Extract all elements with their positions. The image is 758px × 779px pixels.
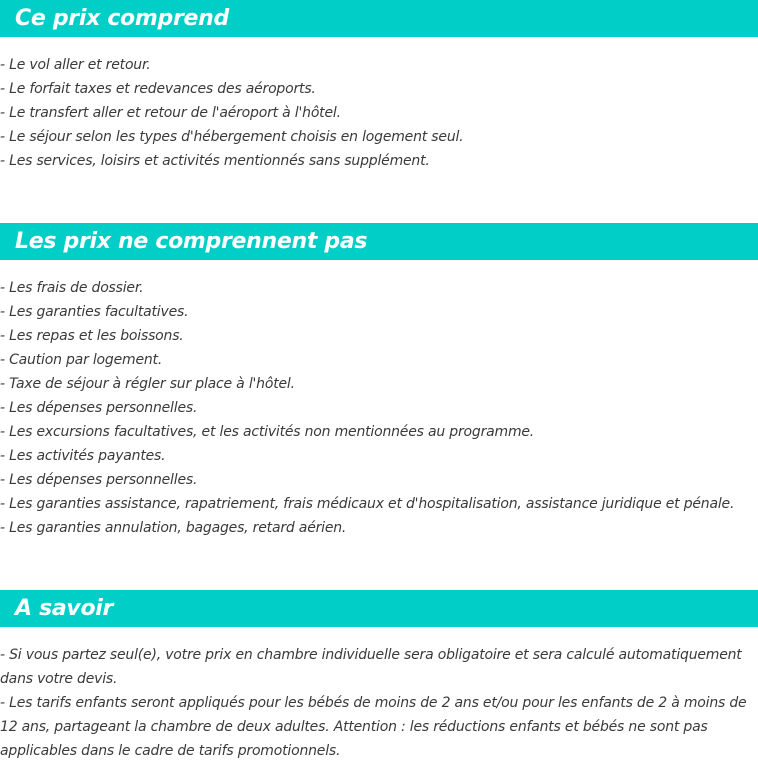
section-header	[0, 223, 758, 260]
list-item: - Les garanties annulation, bagages, retard aérien.	[0, 520, 347, 536]
list-item: - Les dépenses personnelles.	[0, 472, 198, 488]
section-good-to-know	[0, 590, 758, 763]
list-item: - Le séjour selon les types d'hébergement choisis en logement seul.	[0, 129, 464, 145]
list-item: - Les frais de dossier.	[0, 280, 144, 296]
section-header	[0, 0, 758, 37]
info-body	[0, 643, 758, 763]
excludes-list	[0, 276, 758, 540]
list-item: - Le forfait taxes et redevances des aéroports.	[0, 81, 316, 97]
list-item: - Caution par logement.	[0, 352, 163, 368]
info-paragraph: - Les tarifs enfants seront appliqués pour les bébés de moins de 2 ans et/ou pour les enfants de 2 à moins de 12 ans, partageant la chambre de deux adultes. Attention : les réductions enfants et bébés ne sont pas applicables dans le cadre de tarifs promotionnels.	[0, 695, 747, 759]
list-item: - Les excursions facultatives, et les activités non mentionnées au programme.	[0, 424, 535, 440]
list-item: - Les repas et les boissons.	[0, 328, 184, 344]
section-header	[0, 590, 758, 627]
list-item: - Les activités payantes.	[0, 448, 166, 464]
section-title: A savoir	[15, 596, 114, 621]
section-price-excludes	[0, 223, 758, 540]
list-item: - Les garanties assistance, rapatriement, frais médicaux et d'hospitalisation, assistance juridique et pénale.	[0, 496, 735, 512]
list-item: - Les services, loisirs et activités mentionnés sans supplément.	[0, 153, 430, 169]
includes-list	[0, 53, 758, 173]
info-paragraph: - Si vous partez seul(e), votre prix en chambre individuelle sera obligatoire et sera calculé automatiquement dans votre devis.	[0, 647, 742, 687]
list-item: - Les garanties facultatives.	[0, 304, 189, 320]
list-item: - Taxe de séjour à régler sur place à l'hôtel.	[0, 376, 295, 392]
section-price-includes	[0, 0, 758, 173]
section-title: Ce prix comprend	[15, 6, 229, 31]
list-item: - Les dépenses personnelles.	[0, 400, 198, 416]
section-title: Les prix ne comprennent pas	[15, 229, 368, 254]
list-item: - Le transfert aller et retour de l'aéroport à l'hôtel.	[0, 105, 341, 121]
list-item: - Le vol aller et retour.	[0, 57, 151, 73]
